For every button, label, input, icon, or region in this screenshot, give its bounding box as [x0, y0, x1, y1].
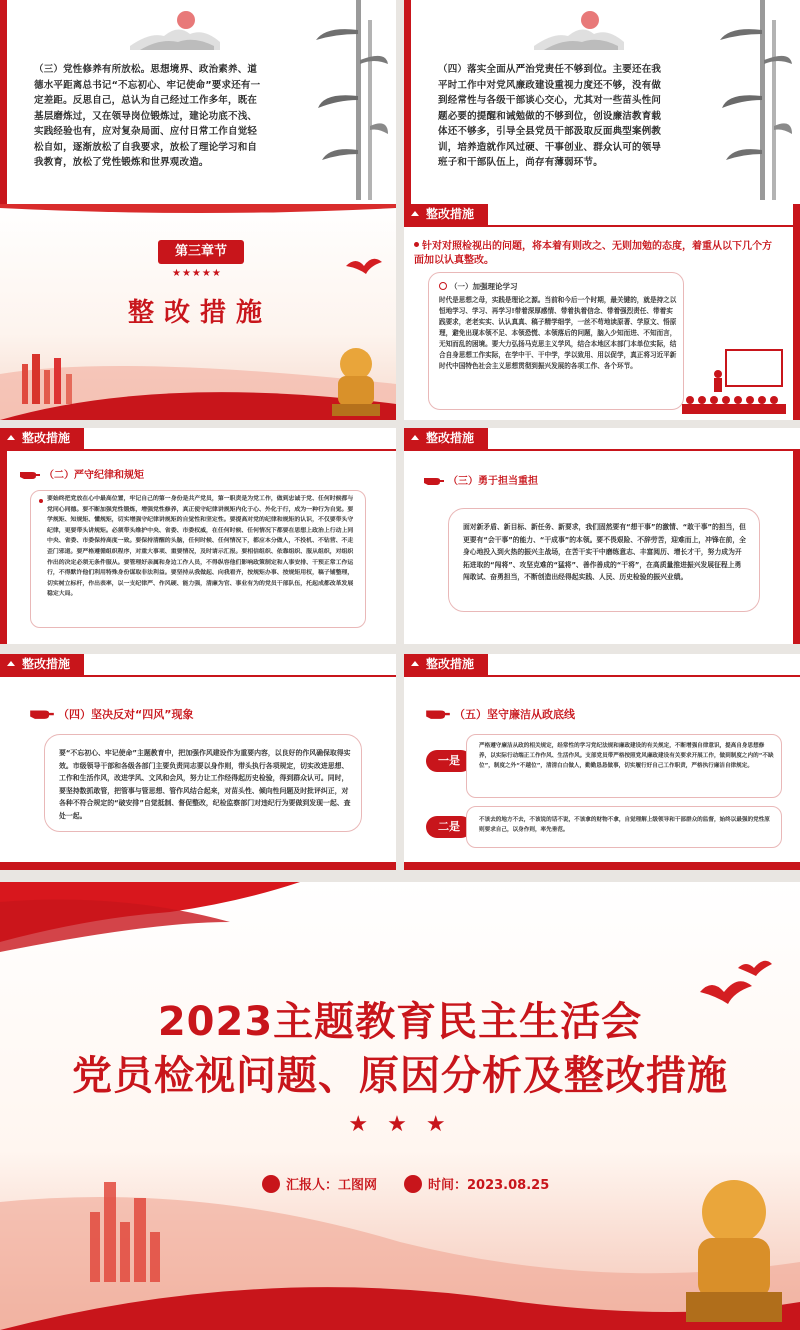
red-edge	[0, 0, 7, 216]
bullet-dot-icon	[414, 242, 419, 247]
reporter-text: 汇报人：工图网	[286, 1178, 378, 1193]
content-card	[448, 508, 760, 612]
classroom-illustration	[680, 344, 792, 414]
date-text: 时间：2023.08.25	[428, 1178, 550, 1193]
pointing-hand-icon	[426, 707, 450, 720]
red-edge	[0, 449, 7, 644]
section-subtitle: （四）坚决反对“四风”现象	[58, 708, 194, 721]
card-body: 要“不忘初心、牢记使命”主题教育中，把加强作风建设作为重要内容，以良好的作风确保取得实效。市级领导干部和各级各部门主要负责同志要以身作则，带头执行各项规定，切实改进思想、工作和生活作风，改进学风、文风和会风，努力让工作经得起历史检验，得到群众认可。同时，要坚持数抓敢管，把管事与管思想、管作风结合起来，对苗头性、倾向性问题及时批评纠正，对各种不符合规定的“破安排”自觉抵制、督促整改，纪检监察部门对违纪行为要做到发现一起、查处一起。	[59, 749, 351, 820]
slide-chapter-three	[0, 204, 396, 420]
bullet-dot-icon	[39, 499, 43, 503]
section-tab	[404, 654, 488, 675]
slide-paragraph: （三）党性修养有所放松。思想境界、政治素养、道德水平距离总书记“不忘初心、牢记使命”要求还有一定差距。反思自己，总认为自己经过工作多年，既在基层磨炼过，又在领导岗位锻炼过，建论功底不浅、实践经验也有，应对复杂局面、应付日常工作自觉轻松自如，逐渐放松了自我要求，放松了理论学习和自我教育，放松了党性锻炼和世界观改造。	[34, 64, 261, 168]
slide-rectification-intro	[404, 204, 800, 420]
section-tab-label: 整改措施	[426, 431, 475, 445]
cover-title: 2023主题教育民主生活会	[157, 999, 643, 1045]
red-banner-top	[0, 204, 396, 244]
section-tab-label: 整改措施	[22, 431, 71, 445]
golden-lion-statue	[326, 344, 386, 418]
red-edge	[0, 862, 396, 870]
red-edge	[793, 449, 800, 644]
pointing-hand-icon	[30, 707, 54, 720]
slide-party-cultivation	[0, 0, 396, 216]
chapter-badge: 第三章节	[158, 240, 244, 264]
section-tab	[404, 204, 488, 225]
header-rule	[0, 675, 396, 677]
header-rule	[0, 449, 396, 451]
red-edge	[793, 204, 800, 420]
content-card	[428, 272, 684, 410]
slide-integrity	[404, 654, 800, 870]
cover-subtitle: 党员检视问题、原因分析及整改措施	[72, 1053, 728, 1099]
calendar-icon	[404, 1175, 422, 1193]
section-tab	[0, 428, 84, 449]
user-icon	[262, 1175, 280, 1193]
section-tab-label: 整改措施	[426, 657, 475, 671]
dove-icon	[344, 252, 384, 282]
card-body: 面对新矛盾、新目标、新任务、新要求，我们固然要有“想干事”的激情、“敢干事”的担当，但更要有“会干事”的能力、“干成事”的本领。要不畏艰险、不辞劳苦，迎难而上，冲锋在前，全身心地投入到火热的振兴主战场，在苦干实干中磨练意志、丰富阅历、增长才干，努力成为开拓进取的“闯将”、攻坚克难的“猛将”、善作善成的“干将”，在高质量推进振兴发展征程上勇闯敢试、奋勇担当，不断创造出经得起实践、人民、历史检验的振兴业绩。	[463, 523, 746, 581]
point-one-card	[466, 734, 782, 798]
section-tab-label: 整改措施	[22, 657, 71, 671]
point-two-card	[466, 806, 782, 848]
section-subtitle: （三）勇于担当重担	[448, 476, 538, 487]
header-rule	[404, 675, 800, 677]
circle-bullet-icon	[439, 282, 447, 290]
pointing-hand-icon	[424, 475, 444, 486]
cover-stars: ★ ★ ★	[348, 1112, 452, 1137]
chapter-stars: ★★★★★	[172, 268, 222, 279]
card-body: 时代是思想之母，实践是理论之源。当前和今后一个时期，最关键的，就是持之以恒地学习、学习、再学习!带着深厚感情、带着执着信念、带着强烈责任、带着实践要求，老老实实、认认真真、稿子精学细学，一丝不苟地读原著、学原文、悟原理，避免出现本领不足、本领恐慌、本领落后的问题，脑入少知而进、不知而言，无知而乱的困境。要大力弘扬马克思主义学风，结合本地区本部门本单位实际，结合自身思想工作实际，在学中干、干中学，学以致用、用以促学，真正将习近平新时代中国特色社会主义思想贯彻到振兴发展的各项工作、各个环节。	[439, 296, 677, 370]
section-subtitle: （二）严守纪律和规矩	[44, 470, 144, 481]
point-one-label: 一是	[426, 750, 472, 772]
point-two-text: 不该去的地方不去，不该说的话不说，不该拿的财物不拿，自觉理解上级领导和干部群众的监督，始终以最强的党性原则要求自己，以身作则，率先垂范。	[479, 817, 770, 833]
header-rule	[404, 225, 800, 227]
section-tab	[404, 428, 488, 449]
section-subtitle: （五）坚守廉洁从政底线	[454, 708, 575, 721]
golden-lion-statue	[672, 1172, 792, 1322]
ink-mountain-icon	[534, 6, 624, 50]
ink-mountain-icon	[130, 6, 220, 50]
intro-text: 针对对照检视出的问题，将本着有则改之、无则加勉的态度，着重从以下几个方面加以认真整改。	[414, 241, 772, 266]
content-card	[30, 490, 366, 628]
point-two-label: 二是	[426, 816, 472, 838]
slide-paragraph: （四）落实全面从严治党责任不够到位。主要还在我平时工作中对党风廉政建设重视力度还不够，没有做到经常性与各级干部谈心交心，尤其对一些苗头性问题必要的提醒和诫勉做的不够到位，创设廉洁教育载体还不够多，引导全县党员干部汲取反面典型案例教训，培养造就作风过硬、干事创业、群众认可的领导班子和干部队伍上，尚存有薄弱环节。	[438, 64, 662, 168]
cover-slide	[0, 882, 800, 1330]
bamboo-painting	[720, 0, 792, 200]
content-card	[44, 734, 362, 832]
section-tab-label: 整改措施	[426, 207, 475, 221]
bamboo-painting	[316, 0, 388, 200]
slide-accountability	[404, 0, 800, 216]
red-edge	[404, 0, 411, 216]
chapter-title: 整改措施	[127, 298, 272, 328]
slide-discipline	[0, 428, 396, 644]
point-one-text: 严格遵守廉洁从政的相关规定，经常性的学习党纪法规和廉政建设的有关规定，不断增强自律意识，提高自身思想修养，以实际行动端正工作作风、生活作风。支部党员带严格按照党风廉政建设有关要求开展工作，做到制度之内的“不缺位”，制度之外“不越位”，清清白白做人，勤勤恳恳做事，切实履行好自己工作职责，严格执行廉洁自律规定。	[479, 743, 774, 769]
header-rule	[404, 449, 800, 451]
slide-four-winds	[0, 654, 396, 870]
section-tab	[0, 654, 84, 675]
pointing-hand-icon	[20, 469, 40, 480]
red-edge	[404, 862, 800, 870]
slide-responsibility	[404, 428, 800, 644]
card-body: 要始终把党放在心中最高位置，牢记自己的第一身份是共产党员，第一职责是为党工作，做到忠诚于党、任何时候都与党同心同德。要不断加强党性锻炼，增强党性修养，真正使守纪律讲规矩内化于心、外化于行，成为一种行为自觉。要学规矩、知规矩、懂规矩，切实增强守纪律讲规矩的自觉性和坚定性。要提高对党的纪律和规矩的认识，不仅要带头守纪律，更要带头讲规矩。必须带头维护中央、省委、市委权威，在任何时候、任何情况下都要在思想上政治上行动上同中央、省委、市委保持高度一致。要保持清醒的头脑，任何时候、任何情况下，都应本分做人，不投机、不钻营、不走歪门邪道。要严格遵循组织程序，对重大事项、重要情况，及时请示汇报。要相信组织、依靠组织、服从组织，对组织作出的决定必须无条件服从。要管理好亲属和身边工作人员，不得纵容他们影响政策制定和人事安排、干预正常工作运行，不得默许他们利用特殊身份谋取非法利益。要坚持从我做起、向我看齐，按规矩办事、按规矩用权，稿子铺整理，切实树立标杆，作出表率，以一支纪律严、作风硬、能力强，清廉为官、事业有为的党员干部队伍，托起成都改革发展稳定大局。	[47, 496, 354, 598]
card-subtitle: （一）加强理论学习	[450, 282, 518, 291]
